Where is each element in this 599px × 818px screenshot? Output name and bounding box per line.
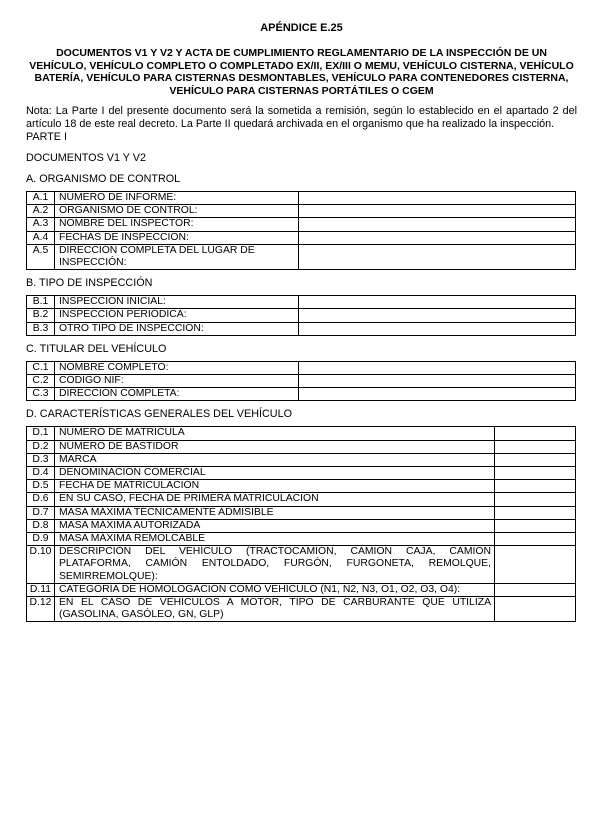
form-row-b1 [27, 296, 576, 309]
form-row-d9 [27, 533, 576, 546]
row-label: INSPECCIÓN INICIAL: [55, 296, 299, 309]
value-field[interactable] [495, 583, 576, 596]
form-row-c3 [27, 388, 576, 401]
row-code: C.2 [27, 375, 55, 388]
row-code: A.1 [27, 192, 55, 205]
form-row-d6 [27, 493, 576, 506]
row-code: D.6 [27, 493, 55, 506]
row-label: EN SU CASO, FECHA DE PRIMERA MATRICULACIÓN [55, 493, 495, 506]
row-label: NOMBRE COMPLETO: [55, 361, 299, 374]
value-field[interactable] [299, 296, 576, 309]
row-label: NÚMERO DE INFORME: [55, 192, 299, 205]
form-row-a1 [27, 192, 576, 205]
row-label: FECHA DE MATRICULACIÓN [55, 480, 495, 493]
form-row-d3 [27, 453, 576, 466]
value-field[interactable] [299, 218, 576, 231]
section-d-rows [27, 427, 576, 622]
form-row-a4 [27, 231, 576, 244]
part-heading: PARTE I [26, 131, 67, 143]
form-row-b2 [27, 309, 576, 322]
row-label: NOMBRE DEL INSPECTOR: [55, 218, 299, 231]
row-code: C.1 [27, 361, 55, 374]
value-field[interactable] [299, 244, 576, 269]
row-code: A.3 [27, 218, 55, 231]
form-row-c1 [27, 361, 576, 374]
row-label: DENOMINACIÓN COMERCIAL [55, 467, 495, 480]
row-label: MASA MÁXIMA TÉCNICAMENTE ADMISIBLE [55, 506, 495, 519]
section-d-heading: D. CARACTERÍSTICAS GENERALES DEL VEHÍCULO [26, 408, 292, 421]
value-field[interactable] [495, 533, 576, 546]
row-label: MARCA [55, 453, 495, 466]
row-code: B.3 [27, 322, 55, 335]
row-code: D.8 [27, 519, 55, 532]
form-row-d8 [27, 519, 576, 532]
form-row-d2 [27, 440, 576, 453]
row-code: D.5 [27, 480, 55, 493]
row-code: D.10 [27, 546, 55, 584]
value-field[interactable] [495, 467, 576, 480]
row-label: CATEGORÍA DE HOMOLOGACIÓN COMO VEHÍCULO (N1, N2, N3, O1, O2, O3, O4): [55, 583, 495, 596]
section-c-table [26, 361, 576, 402]
row-code: D.1 [27, 427, 55, 440]
value-field[interactable] [299, 322, 576, 335]
section-b-rows [27, 296, 576, 336]
value-field[interactable] [495, 453, 576, 466]
form-row-d4 [27, 467, 576, 480]
form-row-a2 [27, 205, 576, 218]
value-field[interactable] [299, 192, 576, 205]
row-label: FECHAS DE INSPECCIÓN: [55, 231, 299, 244]
row-code: D.2 [27, 440, 55, 453]
form-row-d1 [27, 427, 576, 440]
section-c-rows [27, 361, 576, 401]
value-field[interactable] [299, 205, 576, 218]
row-code: B.1 [27, 296, 55, 309]
form-row-a5 [27, 244, 576, 269]
row-code: D.9 [27, 533, 55, 546]
form-row-d11 [27, 583, 576, 596]
row-code: B.2 [27, 309, 55, 322]
row-code: D.11 [27, 583, 55, 596]
value-field[interactable] [495, 480, 576, 493]
value-field[interactable] [495, 493, 576, 506]
row-label: DESCRIPCIÓN DEL VEHÍCULO (TRACTOCAMIÓN, CAMIÓN CAJA, CAMIÓN PLATAFORMA, CAMIÓN ENTOLDADO, FURGÓN, FURGONETA, REMOLQUE, SEMIRREMOLQUE): [55, 546, 495, 584]
form-row-b3 [27, 322, 576, 335]
row-code: D.3 [27, 453, 55, 466]
form-row-d10 [27, 546, 576, 584]
section-a-rows [27, 192, 576, 270]
subtitle-line: VEHÍCULO, VEHÍCULO COMPLETO O COMPLETADO EX/II, EX/III O MEMU, VEHÍCULO CISTERNA, VEHÍCULO [29, 59, 574, 72]
form-row-c2 [27, 375, 576, 388]
value-field[interactable] [495, 597, 576, 622]
section-d-table [26, 426, 576, 622]
row-label: MASA MÁXIMA AUTORIZADA [55, 519, 495, 532]
value-field[interactable] [299, 361, 576, 374]
section-a-table [26, 191, 576, 270]
row-code: A.2 [27, 205, 55, 218]
documents-heading: DOCUMENTOS V1 Y V2 [26, 152, 147, 164]
row-label: INSPECCIÓN PERIÓDICA: [55, 309, 299, 322]
note-paragraph: Nota: La Parte I del presente documento será la sometida a remisión, según lo establecido en el apartado 2 del artículo 18 de este real decreto. La Parte II quedará archivada en el organismo que ha realizado la inspección. [26, 105, 577, 130]
value-field[interactable] [495, 506, 576, 519]
subtitle-line: BATERÍA, VEHÍCULO PARA CISTERNAS DESMONTABLES, VEHÍCULO PARA CONTENEDORES CISTERNA, [34, 72, 569, 84]
value-field[interactable] [495, 546, 576, 584]
row-code: D.7 [27, 506, 55, 519]
row-code: A.4 [27, 231, 55, 244]
row-label: CÓDIGO NIF: [55, 375, 299, 388]
row-label: MASA MÁXIMA REMOLCABLE [55, 533, 495, 546]
document-subtitle [26, 47, 577, 97]
value-field[interactable] [495, 519, 576, 532]
value-field[interactable] [299, 375, 576, 388]
section-b-table [26, 295, 576, 336]
form-row-d12 [27, 597, 576, 622]
section-b-heading: B. TIPO DE INSPECCIÓN [26, 277, 153, 290]
value-field[interactable] [495, 440, 576, 453]
row-label: DIRECCIÓN COMPLETA: [55, 388, 299, 401]
value-field[interactable] [495, 427, 576, 440]
appendix-title: APÉNDICE E.25 [260, 22, 343, 34]
row-code: C.3 [27, 388, 55, 401]
row-label: NÚMERO DE BASTIDOR [55, 440, 495, 453]
form-row-d5 [27, 480, 576, 493]
value-field[interactable] [299, 388, 576, 401]
row-code: D.12 [27, 597, 55, 622]
form-row-a3 [27, 218, 576, 231]
value-field[interactable] [299, 309, 576, 322]
row-label: ORGANISMO DE CONTROL: [55, 205, 299, 218]
form-row-d7 [27, 506, 576, 519]
row-label: DIRECCIÓN COMPLETA DEL LUGAR DE INSPECCIÓN: [55, 244, 299, 269]
row-label: NÚMERO DE MATRÍCULA [55, 427, 495, 440]
section-a-heading: A. ORGANISMO DE CONTROL [26, 173, 181, 185]
subtitle-line: DOCUMENTOS V1 Y V2 Y ACTA DE CUMPLIMIENTO REGLAMENTARIO DE LA INSPECCIÓN DE UN [56, 47, 547, 59]
value-field[interactable] [299, 231, 576, 244]
row-code: A.5 [27, 244, 55, 269]
subtitle-line: VEHÍCULO PARA CISTERNAS PORTÁTILES O CGEM [169, 84, 434, 97]
row-label: OTRO TIPO DE INSPECCIÓN: [55, 322, 299, 335]
row-label: EN EL CASO DE VEHÍCULOS A MOTOR, TIPO DE CARBURANTE QUE UTILIZA (GASOLINA, GASÓLEO, GN, GLP) [55, 597, 495, 622]
row-code: D.4 [27, 467, 55, 480]
section-c-heading: C. TITULAR DEL VEHÍCULO [26, 342, 167, 355]
